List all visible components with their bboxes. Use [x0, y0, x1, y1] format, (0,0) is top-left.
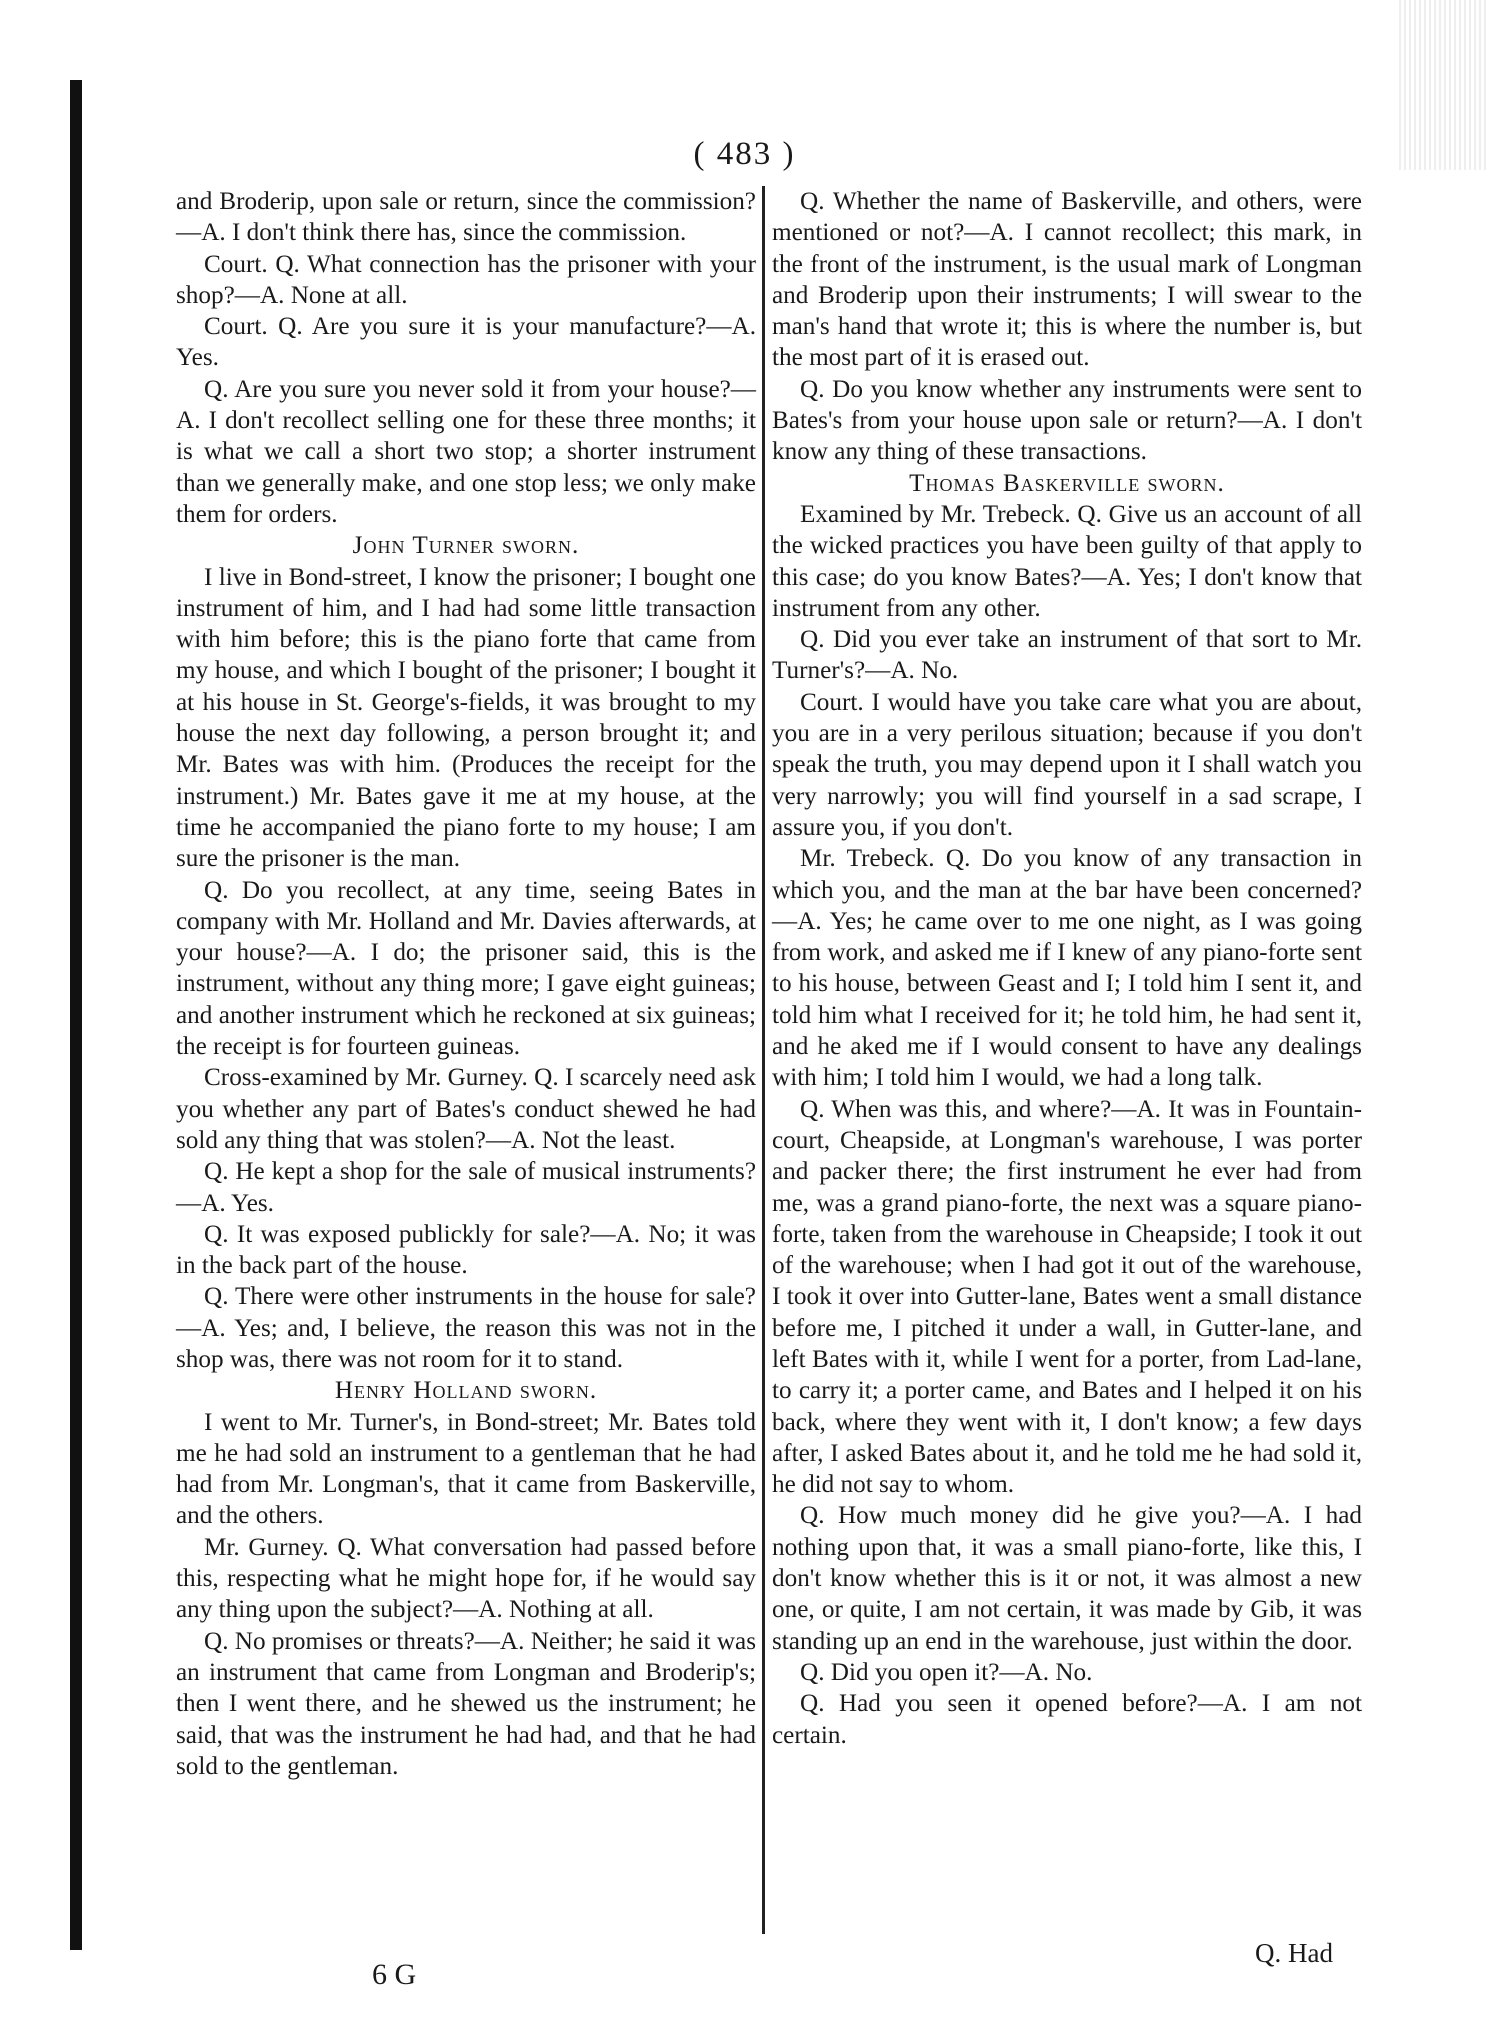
testimony-paragraph: Q. When was this, and where?—A. It was in Fountain-court, Cheapside, at Longman's warehouse, I was porter and packer there; the first instrument he ever had from me, was a grand piano-forte, the next was a square piano-forte, taken from the warehouse in Cheapside; I took it out of the warehouse; when I had got it out of the warehouse, I took it over into Gutter-lane, Bates went a small distance before me, I pitched it under a wall, in Gutter-lane, and left Bates with it, while I went for a porter, from Lad-lane, to carry it; a porter came, and Bates and I helped it on his back, where they went with it, I don't know; a few days after, I asked Bates about it, and he told me he had sold it, he did not say to whom.: [772, 1095, 1362, 1499]
page-number: ( 483 ): [693, 136, 796, 172]
testimony-paragraph: Mr. Trebeck. Q. Do you know of any transaction in which you, and the man at the bar have been concerned?—A. Yes; he came over to me one night, as I was going from work, and asked me if I knew of any piano-forte sent to his house, between Geast and I; I told him I sent it, and told him what I received for it; he told him, he had sent it, and he aked me if I would consent to have any dealings with him; I told him I would, we had a long talk.: [772, 845, 1362, 1092]
testimony-paragraph: Court. Q. Are you sure it is your manufacture?—A. Yes.: [176, 313, 756, 372]
testimony-paragraph: Q. He kept a shop for the sale of musical instruments?—A. Yes.: [176, 1158, 756, 1217]
testimony-paragraph: and Broderip, upon sale or return, since the commission?—A. I don't think there has, since the commission.: [176, 188, 756, 247]
testimony-paragraph: I live in Bond-street, I know the prisoner; I bought one instrument of him, and I had had some little transaction with him before; this is the piano forte that came from my house, and which I bought of the prisoner; I bought it at his house in St. George's-fields, it was brought to my house the next day following, a person brought it; and Mr. Bates was with him. (Produces the receipt for the instrument.) Mr. Bates gave it me at my house, at the time he accompanied the piano forte to my house; I am sure the prisoner is the man.: [176, 563, 756, 873]
left-column: [176, 186, 756, 1782]
testimony-paragraph: Examined by Mr. Trebeck. Q. Give us an account of all the wicked practices you have been guilty of that apply to this case; do you know Bates?—A. Yes; I don't know that instrument from any other.: [772, 500, 1362, 622]
witness-heading: John Turner sworn.: [352, 532, 580, 560]
testimony-paragraph: Q. It was exposed publickly for sale?—A. No; it was in the back part of the house.: [176, 1220, 756, 1280]
testimony-paragraph: Q. There were other instruments in the house for sale?—A. Yes; and, I believe, the reason this was not in the shop was, there was not room for it to stand.: [176, 1283, 756, 1373]
testimony-paragraph: Q. How much money did he give you?—A. I had nothing upon that, it was a small piano-forte, like this, I don't know whether this is it or not, it was almost a new one, or quite, I am not certain, it was made by Gib, it was standing up an end in the warehouse, just within the door.: [772, 1502, 1362, 1655]
binding-margin-rule: [70, 80, 82, 1950]
testimony-paragraph: Q. Do you know whether any instruments were sent to Bates's from your house upon sale or return?—A. I don't know any thing of these transactions.: [772, 375, 1362, 466]
testimony-paragraph: Mr. Gurney. Q. What conversation had passed before this, respecting what he might hope for, if he would say any thing upon the subject?—A. Nothing at all.: [176, 1533, 756, 1624]
testimony-paragraph: Court. I would have you take care what you are about, you are in a very perilous situation; because if you don't speak the truth, you may depend upon it I shall watch you very narrowly; you will find yourself in a sad scrape, I assure you, if you don't.: [772, 688, 1362, 841]
testimony-paragraph: I went to Mr. Turner's, in Bond-street; Mr. Bates told me he had sold an instrument to a gentleman that he had had from Mr. Longman's, that it came from Baskerville, and the others.: [176, 1408, 756, 1530]
testimony-paragraph: Q. No promises or threats?—A. Neither; he said it was an instrument that came from Longman and Broderip's; then I went there, and he shewed us the instrument; he said, that was the instrument he had had, and that he had sold to the gentleman.: [176, 1627, 756, 1780]
witness-heading: Henry Holland sworn.: [334, 1377, 598, 1405]
testimony-paragraph: Q. Did you open it?—A. No.: [800, 1658, 1093, 1686]
printer-signature: 6 G: [372, 1958, 417, 1991]
testimony-paragraph: Q. Had you seen it opened before?—A. I am not certain.: [772, 1690, 1362, 1749]
right-column: [772, 186, 1362, 1751]
catchword: Q. Had: [1255, 1938, 1333, 1968]
witness-heading: Thomas Baskerville sworn.: [909, 469, 1225, 497]
testimony-paragraph: Court. Q. What connection has the prisoner with your shop?—A. None at all.: [176, 250, 756, 309]
column-divider: [762, 186, 765, 1934]
testimony-paragraph: Q. Are you sure you never sold it from your house?—A. I don't recollect selling one for these three months; it is what we call a short two stop; a shorter instrument than we generally make, and one stop less; we only make them for orders.: [176, 375, 756, 528]
testimony-paragraph: Q. Do you recollect, at any time, seeing Bates in company with Mr. Holland and Mr. Davies afterwards, at your house?—A. I do; the prisoner said, this is the instrument, without any thing more; I gave eight guineas; and another instrument which he reckoned at six guineas; the receipt is for fourteen guineas.: [176, 876, 756, 1061]
testimony-paragraph: Q. Whether the name of Baskerville, and others, were mentioned or not?—A. I cannot recollect; this mark, in the front of the instrument, is the usual mark of Longman and Broderip upon their instruments; I will swear to the man's hand that wrote it; this is where the number is, but the most part of it is erased out.: [772, 188, 1362, 372]
testimony-paragraph: Cross-examined by Mr. Gurney. Q. I scarcely need ask you whether any part of Bates's conduct shewed he had sold any thing that was stolen?—A. Not the least.: [176, 1064, 756, 1154]
testimony-paragraph: Q. Did you ever take an instrument of that sort to Mr. Turner's?—A. No.: [772, 626, 1362, 685]
